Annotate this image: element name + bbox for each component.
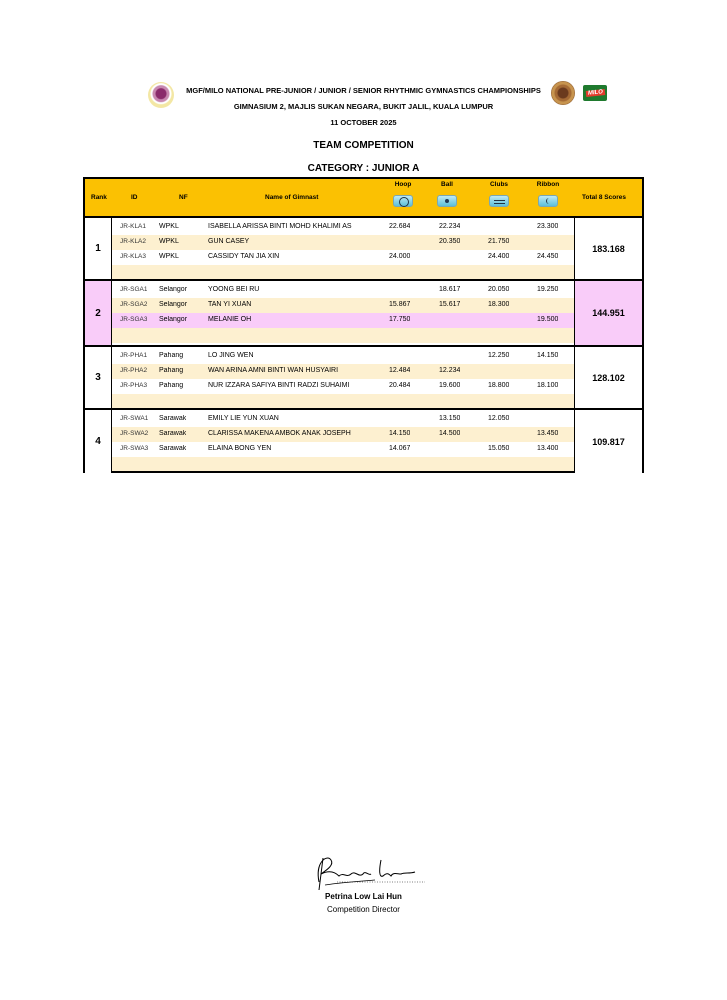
team-rank: 1: [85, 218, 112, 279]
gymnast-id: JR-PHA2: [120, 367, 148, 374]
score-ball: 18.617: [439, 286, 461, 293]
team-block: [85, 410, 642, 473]
milo-logo-text: MILO: [587, 89, 603, 97]
table-row-spacer: [112, 265, 574, 279]
results-table: [83, 177, 644, 473]
score-clubs: 18.300: [488, 301, 510, 308]
hoop-icon: [393, 195, 413, 207]
gymnast-id: JR-PHA3: [120, 382, 148, 389]
director-role: Competition Director: [327, 905, 400, 914]
seal-logo: [551, 81, 575, 105]
score-clubs: 12.050: [488, 415, 510, 422]
score-ball: 20.350: [439, 238, 461, 245]
signature: [305, 852, 425, 892]
table-row: [112, 364, 574, 379]
gymnast-id: JR-SWA2: [120, 430, 149, 437]
table-header: [85, 179, 642, 218]
clubs-icon: [489, 195, 509, 207]
score-clubs: 24.400: [488, 253, 510, 260]
score-clubs: 21.750: [488, 238, 510, 245]
gymnast-nf: Pahang: [159, 367, 184, 374]
score-ball: 13.150: [439, 415, 461, 422]
gymnast-nf: Sarawak: [159, 445, 187, 452]
score-clubs: 20.050: [488, 286, 510, 293]
header-ribbon: [528, 181, 568, 207]
score-ribbon: 18.100: [537, 382, 559, 389]
score-hoop: 20.484: [389, 382, 411, 389]
team-rank: 3: [85, 347, 112, 408]
gymnast-nf: WPKL: [159, 223, 179, 230]
header-hoop-label: Hoop: [394, 181, 412, 188]
score-ribbon: 14.150: [537, 352, 559, 359]
score-clubs: 15.050: [488, 445, 510, 452]
score-hoop: 24.000: [389, 253, 411, 260]
gymnast-name: LO JING WEN: [208, 352, 254, 359]
director-name: Petrina Low Lai Hun: [325, 892, 402, 901]
score-ball: 12.234: [439, 367, 461, 374]
table-row-spacer: [112, 394, 574, 408]
score-clubs: 18.800: [488, 382, 510, 389]
team-total: 109.817: [574, 410, 642, 473]
score-ball: 19.600: [439, 382, 461, 389]
gymnast-name: TAN YI XUAN: [208, 301, 252, 308]
header-id: ID: [131, 194, 138, 201]
header-clubs-label: Clubs: [489, 181, 509, 188]
score-hoop: 15.867: [389, 301, 411, 308]
header-hoop: [383, 181, 423, 207]
table-row: [112, 427, 574, 442]
gymnast-nf: Selangor: [159, 316, 188, 323]
table-row: [112, 283, 574, 298]
milo-logo: [583, 85, 607, 101]
gymnast-nf: Pahang: [159, 382, 184, 389]
score-ribbon: 24.450: [537, 253, 559, 260]
header-ball: [427, 181, 467, 207]
gymnast-name: GUN CASEY: [208, 238, 250, 245]
gymnast-nf: Sarawak: [159, 430, 187, 437]
score-hoop: 22.684: [389, 223, 411, 230]
event-date: 11 OCTOBER 2025: [330, 118, 397, 127]
gymnast-id: JR-SWA3: [120, 445, 149, 452]
score-hoop: 17.750: [389, 316, 411, 323]
score-ribbon: 19.250: [537, 286, 559, 293]
header-rank: Rank: [91, 194, 107, 201]
gymnast-name: CLARISSA MAKENA AMBOK ANAK JOSEPH: [208, 430, 351, 437]
gymnast-name: NUR IZZARA SAFIYA BINTI RADZI SUHAIMI: [208, 382, 350, 389]
gymnast-id: JR-SGA3: [120, 316, 148, 323]
team-total: 144.951: [574, 281, 642, 345]
gymnast-id: JR-KLA3: [120, 253, 147, 260]
ball-icon: [437, 195, 457, 207]
score-clubs: 12.250: [488, 352, 510, 359]
score-ball: 22.234: [439, 223, 461, 230]
table-row: [112, 250, 574, 265]
team-total: 183.168: [574, 218, 642, 279]
header-total: Total 8 Scores: [582, 194, 626, 201]
score-hoop: 14.067: [389, 445, 411, 452]
gymnast-nf: Pahang: [159, 352, 184, 359]
header-nf: NF: [179, 194, 188, 201]
score-ball: 14.500: [439, 430, 461, 437]
gymnast-name: MELANIE OH: [208, 316, 252, 323]
table-row: [112, 412, 574, 427]
gymnast-name: ELAINA BONG YEN: [208, 445, 272, 452]
gymnast-name: WAN ARINA AMNI BINTI WAN HUSYAIRI: [208, 367, 339, 374]
gymnast-id: JR-KLA1: [120, 223, 147, 230]
team-block: [85, 281, 642, 347]
score-ribbon: 13.450: [537, 430, 559, 437]
gymnast-name: EMILY LIE YUN XUAN: [208, 415, 279, 422]
gymnast-nf: WPKL: [159, 253, 179, 260]
ribbon-icon: [538, 195, 558, 207]
gymnast-nf: Selangor: [159, 301, 188, 308]
header-name: Name of Gimnast: [265, 194, 319, 201]
competition-title: TEAM COMPETITION: [313, 140, 414, 151]
score-ribbon: 19.500: [537, 316, 559, 323]
gymnast-id: JR-PHA1: [120, 352, 148, 359]
header-clubs: [479, 181, 519, 207]
gymnast-name: ISABELLA ARISSA BINTI MOHD KHALIMI AS: [208, 223, 352, 230]
table-row-spacer: [112, 328, 574, 343]
gymnast-id: JR-KLA2: [120, 238, 147, 245]
table-row: [112, 220, 574, 235]
score-ribbon: 13.400: [537, 445, 559, 452]
gymnast-id: JR-SGA1: [120, 286, 148, 293]
table-row: [112, 349, 574, 364]
table-row: [112, 442, 574, 457]
table-row: [112, 298, 574, 313]
table-row: [112, 379, 574, 394]
gymnast-id: JR-SWA1: [120, 415, 149, 422]
team-rank: 4: [85, 410, 112, 473]
header-ribbon-label: Ribbon: [536, 181, 560, 188]
score-hoop: 14.150: [389, 430, 411, 437]
team-block: [85, 347, 642, 410]
category-title: CATEGORY : JUNIOR A: [307, 163, 420, 174]
team-block: [85, 218, 642, 281]
table-row-spacer: [112, 457, 574, 471]
team-total: 128.102: [574, 347, 642, 408]
score-hoop: 12.484: [389, 367, 411, 374]
gymnast-name: YOONG BEI RU: [208, 286, 260, 293]
gymnast-nf: Sarawak: [159, 415, 187, 422]
gymnast-name: CASSIDY TAN JIA XIN: [208, 253, 280, 260]
table-row: [112, 235, 574, 250]
event-title: MGF/MILO NATIONAL PRE-JUNIOR / JUNIOR / SENIOR RHYTHMIC GYMNASTICS CHAMPIONSHIPS: [186, 86, 541, 95]
gymnast-id: JR-SGA2: [120, 301, 148, 308]
team-rank: 2: [85, 281, 112, 345]
table-row: [112, 313, 574, 328]
header-ball-label: Ball: [441, 181, 453, 188]
score-ribbon: 23.300: [537, 223, 559, 230]
gymnast-nf: Selangor: [159, 286, 188, 293]
event-venue: GIMNASIUM 2, MAJLIS SUKAN NEGARA, BUKIT JALIL, KUALA LUMPUR: [233, 102, 494, 111]
gymnast-nf: WPKL: [159, 238, 179, 245]
score-ball: 15.617: [439, 301, 461, 308]
